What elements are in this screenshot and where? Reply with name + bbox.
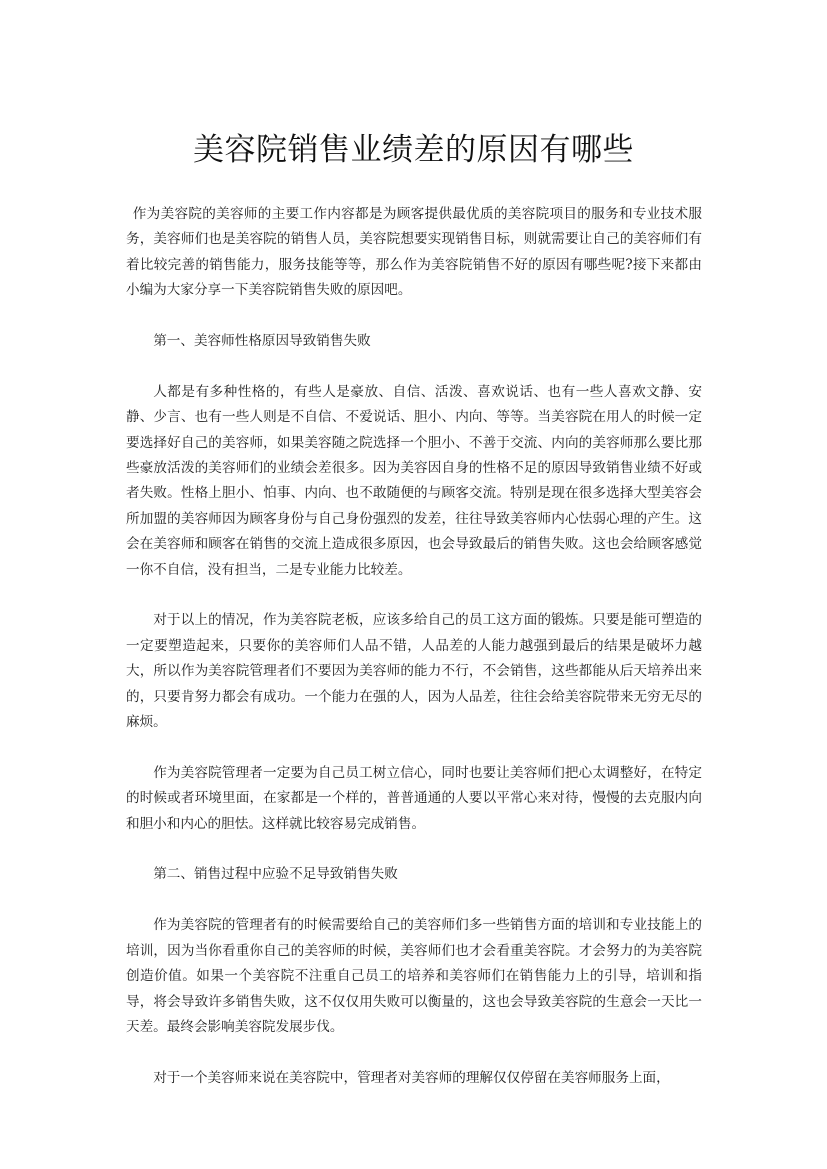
section-heading-2: 第二、销售过程中应验不足导致销售失败	[153, 866, 398, 883]
document-body	[126, 202, 702, 1117]
page-title: 美容院销售业绩差的原因有哪些	[193, 132, 634, 168]
section-heading-1: 第一、美容师性格原因导致销售失败	[153, 333, 371, 350]
paragraph: 人都是有多种性格的，有些人是豪放、自信、活泼、喜欢说话、也有一些人喜欢文静、安静、少言、也有一些人则是不自信、不爱说话、胆小、内向、等等。当美容院在用人的时候一定要选择好自己的美容师，如果美容随之院选择一个胆小、不善于交流、内向的美容师那么要比那些豪放活泼的美容师们的业绩会差很多。因为美容因自身的性格不足的原因导致销售业绩不好或者失败。性格上胆小、怕事、内向、也不敢随便的与顾客交流。特别是现在很多选择大型美容会所加盟的美容师因为顾客身份与自己身份强烈的发差，往往导致美容师内心怯弱心理的产生。这会在美容师和顾客在销售的交流上造成很多原因，也会导致最后的销售失败。这也会给顾客感觉一你不自信，没有担当，二是专业能力比较差。	[126, 383, 702, 578]
paragraph-intro: 作为美容院的美容师的主要工作内容都是为顾客提供最优质的美容院项目的服务和专业技术服务，美容师们也是美容院的销售人员，美容院想要实现销售目标，则就需要让自己的美容师们有着比较完善的销售能力，服务技能等等，那么作为美容院销售不好的原因有哪些呢?接下来都由小编为大家分享一下美容院销售失败的原因吧。	[126, 206, 702, 299]
paragraph: 作为美容院管理者一定要为自己员工树立信心，同时也要让美容师们把心太调整好，在特定的时候或者环境里面，在家都是一个样的，普普通通的人要以平常心来对待，慢慢的去克服内向和胆小和内心的胆怯。这样就比较容易完成销售。	[126, 764, 702, 832]
paragraph: 对于一个美容师来说在美容院中，管理者对美容师的理解仅仅停留在美容师服务上面，	[153, 1069, 670, 1086]
paragraph: 对于以上的情况，作为美容院老板，应该多给自己的员工这方面的锻炼。只要是能可塑造的一定要塑造起来，只要你的美容师们人品不错，人品差的人能力越强到最后的结果是破坏力越大，所以作为美容院管理者们不要因为美容师的能力不行，不会销售，这些都能从后天培养出来的，只要肯努力都会有成功。一个能力在强的人，因为人品差，往往会给美容院带来无穷无尽的麻烦。	[126, 612, 702, 731]
paragraph: 作为美容院的管理者有的时候需要给自己的美容师们多一些销售方面的培训和专业技能上的培训，因为当你看重你自己的美容师的时候，美容师们也才会看重美容院。才会努力的为美容院创造价值。如果一个美容院不注重自己员工的培养和美容师们在销售能力上的引导，培训和指导，将会导致许多销售失败，这不仅仅用失败可以衡量的，这也会导致美容院的生意会一天比一天差。最终会影响美容院发展步伐。	[126, 917, 702, 1035]
